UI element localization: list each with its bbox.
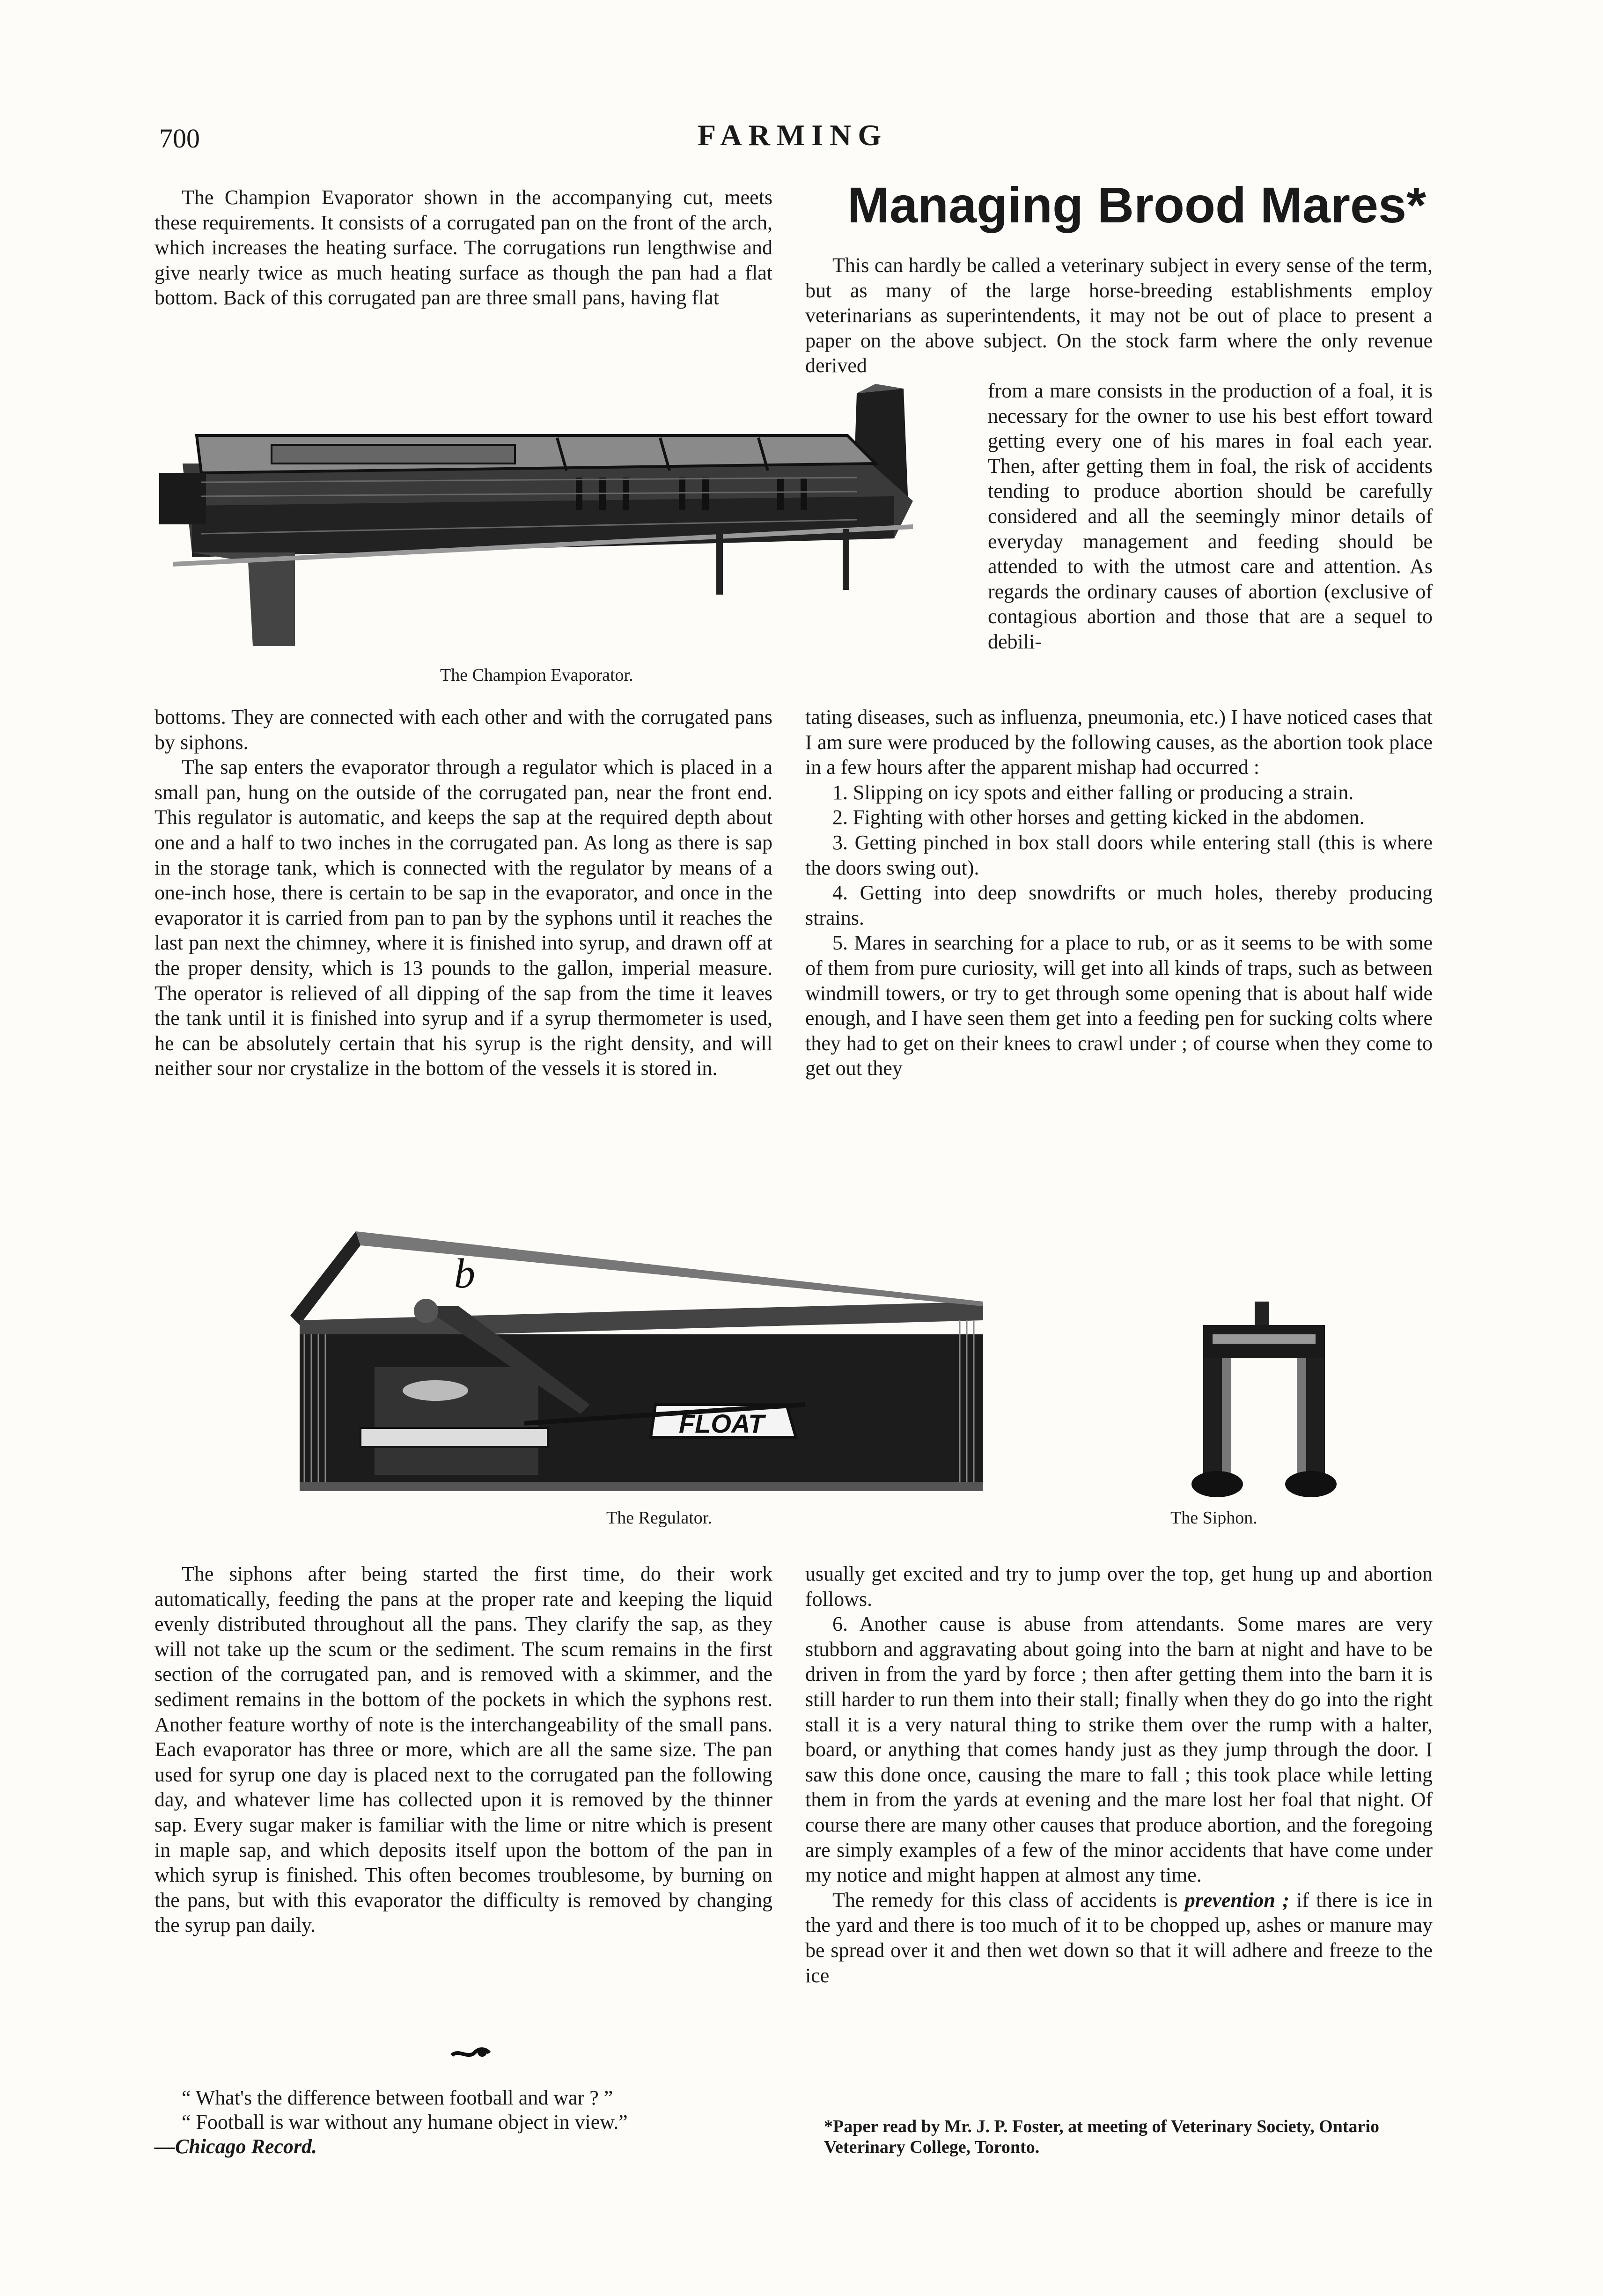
flourish-ornament bbox=[449, 2044, 492, 2062]
left-top-column bbox=[154, 185, 772, 310]
siphon-caption: The Siphon. bbox=[1170, 1508, 1257, 1528]
paragraph: The sap enters the evaporator through a regulator which is placed in a small pan, hung on the outside of the corrugated pan, near the front end. This regulator is automatic, and keeps the sap at the required depth about one and a half to two inches in the corrugated pan. As long as there is sap in the storage tank, which is connected with the regulator by means of a one-inch hose, there is certain to be sap in the evaporator, and once in the evaporator it is carried from pan to pan by the syphons until it reaches the last pan next the chimney, where it is finished into syrup, and drawn off at the proper density, which is 13 pounds to the gallon, imperial measure. The operator is relieved of all dipping of the sap from the time it leaves the tank until it is finished into syrup and if a syrup thermometer is used, he can be absolutely certain that his syrup is the right density, and will neither sour nor crystalize in the bottom of the vessels it is stored in. bbox=[154, 756, 772, 1080]
siphon-figure bbox=[1189, 1302, 1339, 1517]
article-intro-narrow bbox=[988, 378, 1433, 655]
champion-evaporator-figure bbox=[154, 384, 922, 646]
paragraph bbox=[805, 1888, 1433, 1988]
left-mid-column bbox=[154, 705, 772, 1081]
paragraph: usually get excited and try to jump over the top, get hung up and abortion follows. bbox=[805, 1562, 1433, 1611]
paragraph: bottoms. They are connected with each other and with the corrugated pans by siphons. bbox=[154, 706, 772, 754]
cause-item: 2. Fighting with other horses and getting kicked in the abdomen. bbox=[832, 806, 1365, 829]
cause-item: 5. Mares in searching for a place to rub, or as it seems to be with some of them from pure curiosity, will get into all kinds of traps, such as between windmill towers, or try to get through some opening that is about half wide enough, and I have seen them get into a feeding pen for sucking colts where they had to get on their knees to crawl under ; of course when they come to get out they bbox=[805, 931, 1433, 1080]
footnote: *Paper read by Mr. J. P. Foster, at meeting of Veterinary Society, Ontario Veterinary College, Toronto. bbox=[824, 2117, 1379, 2157]
regulator-caption: The Regulator. bbox=[606, 1508, 712, 1528]
remedy-text: if there is ice in the yard and there is too much of it to be chopped up, ashes or manure may be spread over it and then wet down so that it will adhere and freeze to the ice bbox=[805, 1888, 1433, 1987]
article-intro-full bbox=[805, 253, 1433, 378]
remedy-text: The remedy for this class of accidents is bbox=[832, 1888, 1185, 1912]
quote-line: “ What's the difference between football and war ? ” bbox=[182, 2086, 613, 2109]
paragraph: The siphons after being started the first time, do their work automatically, feeding the pans at the proper rate and keeping the liquid evenly distributed throughout all the pans. They clarify the sap, as they will not take up the scum or the sediment. The scum remains in the first section of the corrugated pan, and is removed with a skimmer, and the sediment remains in the bottom of the pockets in which the syphons rest. Another feature worthy of note is the interchangeability of the small pans. Each evaporator has three or more, which are all the same size. The pan used for syrup one day is placed next to the corrugated pan the following day, and whatever lime has collected upon it is removed by the thinner sap. Every sugar maker is familiar with the lime or nitre which is present in maple sap, and which deposits itself upon the bottom of the pan in which syrup is finished. This often becomes troublesome, by burning on the pans, but with this evaporator the difficulty is removed by changing the syrup pan daily. bbox=[154, 1562, 772, 1937]
paragraph: tating diseases, such as influenza, pneumonia, etc.) I have noticed cases that I am sure were produced by the following causes, as the abortion took place in a few hours after the apparent mishap had occurred : bbox=[805, 706, 1433, 779]
magazine-title: FARMING bbox=[698, 118, 888, 152]
quote-source: —Chicago Record. bbox=[154, 2135, 317, 2158]
paragraph: The Champion Evaporator shown in the accompanying cut, meets these requirements. It consists of a corrugated pan on the front of the arch, which increases the heating surface. The corrugations run lengthwise and give nearly twice as much heating surface as though the pan had a flat bottom. Back of this corrugated pan are three small pans, having flat bbox=[154, 186, 772, 309]
paragraph: from a mare consists in the production of a foal, it is necessary for the owner to use his best effort toward getting every one of his mares in foal each year. Then, after getting them in foal, the risk of accidents tending to produce abortion should be carefully considered and all the seemingly minor details of everyday management and feeding should be attended to with the utmost care and attention. As regards the ordinary causes of abortion (exclusive of contagious abortion and those that are a sequel to debili- bbox=[988, 379, 1433, 653]
page-number: 700 bbox=[159, 123, 200, 154]
b-label: b bbox=[454, 1251, 475, 1297]
article-causes bbox=[805, 705, 1433, 1081]
regulator-figure bbox=[290, 1227, 993, 1503]
cause-item: 6. Another cause is abuse from attendants. Some mares are very stubborn and aggravating about going into the barn at night and have to be driven in from the yard by force ; then after getting them into the barn it is still harder to run them into their stall; finally when they do go into the right stall it is a very natural thing to strike them over the rump with a halter, board, or anything that comes handy just as they jump through the door. I saw this done once, causing the mare to fall ; this took place while letting them in from the yards at evening and the mare lost her foal that night. Of course there are many other causes that produce abortion, and the foregoing are simply examples of a few of the minor accidents that have come under my notice and might happen at almost any time. bbox=[805, 1612, 1433, 1887]
float-label: FLOAT bbox=[679, 1409, 765, 1438]
joke-quote bbox=[154, 2086, 772, 2159]
paragraph: This can hardly be called a veterinary subject in every sense of the term, but as many of the large horse-breeding establishments employ veterinarians as superintendents, it may not be out of place to present a paper on the above subject. On the stock farm where the only revenue derived bbox=[805, 254, 1433, 377]
cause-item: 3. Getting pinched in box stall doors while entering stall (this is where the doors swing out). bbox=[805, 831, 1433, 879]
left-bottom-column bbox=[154, 1561, 772, 1938]
evaporator-caption: The Champion Evaporator. bbox=[440, 665, 633, 685]
right-bottom-column bbox=[805, 1561, 1433, 1988]
remedy-emphasis: prevention ; bbox=[1184, 1888, 1289, 1912]
cause-item: 4. Getting into deep snowdrifts or much holes, thereby producing strains. bbox=[805, 881, 1433, 929]
article-title: Managing Brood Mares* bbox=[847, 177, 1427, 233]
cause-item: 1. Slipping on icy spots and either falling or producing a strain. bbox=[832, 780, 1354, 804]
quote-line: “ Football is war without any humane object in view.” bbox=[182, 2111, 628, 2134]
